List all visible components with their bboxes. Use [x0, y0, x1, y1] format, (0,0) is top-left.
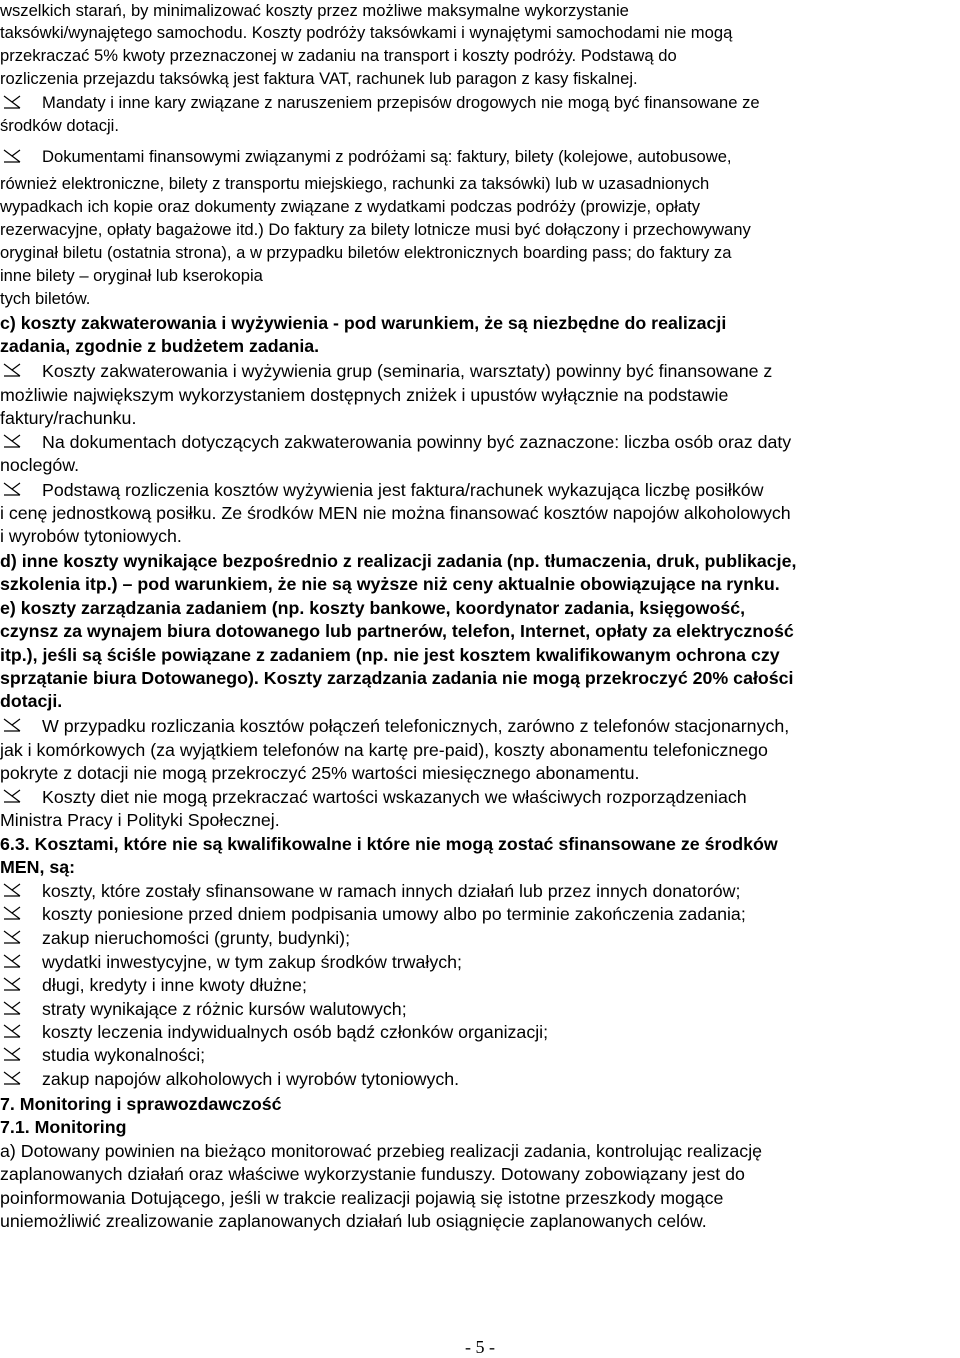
line-text: 6.3. Kosztami, które nie są kwalifikowalne i które nie mogą zostać sfinansowane ze środków	[0, 834, 778, 854]
line-text: 7. Monitoring i sprawozdawczość	[0, 1094, 282, 1114]
line-text: zadania, zgodnie z budżetem zadania.	[0, 336, 320, 356]
text-line	[0, 620, 794, 642]
line-text: W przypadku rozliczania kosztów połączeń telefonicznych, zarówno z telefonów stacjonarnych,	[42, 716, 790, 736]
bullet-item	[0, 360, 772, 382]
bullet-icon	[3, 479, 23, 501]
text-line	[0, 196, 700, 218]
text-line	[0, 833, 778, 855]
text-line	[0, 1140, 762, 1162]
line-text: oryginał biletu (ostatnia strona), a w przypadku biletów elektronicznych boarding pass; do faktury za	[0, 243, 732, 262]
text-line	[0, 68, 638, 90]
text-line	[0, 288, 90, 310]
line-text: i cenę jednostkową posiłku. Ze środków MEN nie można finansować kosztów napojów alkoholowych	[0, 503, 791, 523]
text-line	[0, 454, 79, 476]
line-text: jak i komórkowych (za wyjątkiem telefonów na kartę pre-paid), koszty abonamentu telefonicznego	[0, 740, 768, 760]
text-line	[0, 739, 768, 761]
text-line	[0, 407, 136, 429]
line-text: uniemożliwić zrealizowanie zaplanowanych działań lub osiągnięcie zaplanowanych celów.	[0, 1211, 707, 1231]
line-text: a) Dotowany powinien na bieżąco monitorować przebieg realizacji zadania, kontrolując realizację	[0, 1141, 763, 1161]
line-text: poinformowania Dotującego, jeśli w trakcie realizacji pojawią się istotne przeszkody mogące	[0, 1188, 724, 1208]
line-text: MEN, są:	[0, 857, 76, 877]
line-text: faktury/rachunku.	[0, 408, 137, 428]
bullet-item	[0, 927, 350, 949]
line-text: wszelkich starań, by minimalizować koszty przez możliwe maksymalne wykorzystanie	[0, 1, 629, 20]
text-line	[0, 384, 728, 406]
line-text: Podstawą rozliczenia kosztów wyżywienia jest faktura/rachunek wykazująca liczbę posiłków	[42, 480, 764, 500]
bullet-icon	[3, 1044, 23, 1066]
line-text: taksówki/wynajętego samochodu. Koszty podróży taksówkami i wynajętymi samochodami nie mogą	[0, 23, 733, 42]
bullet-icon	[3, 1021, 23, 1043]
line-text: studia wykonalności;	[42, 1045, 206, 1065]
line-text: 7.1. Monitoring	[0, 1117, 127, 1137]
bullet-icon	[3, 998, 23, 1020]
bullet-item	[0, 1044, 205, 1066]
text-line	[0, 525, 182, 547]
bullet-item	[0, 880, 740, 902]
text-line	[0, 219, 751, 241]
text-line	[0, 265, 263, 287]
text-line	[0, 667, 793, 689]
bullet-item	[0, 974, 307, 996]
line-text: koszty, które zostały sfinansowane w ramach innych działań lub przez innych donatorów;	[42, 881, 741, 901]
bullet-item	[0, 715, 789, 737]
text-line	[0, 809, 280, 831]
line-text: rezerwacyjne, opłaty bagażowe itd.) Do faktury za bilety lotnicze musi być dołączony i przechowywany	[0, 220, 751, 239]
bullet-icon	[3, 146, 23, 168]
line-text: również elektroniczne, bilety z transportu miejskiego, rachunki za taksówki) lub w uzasadnionych	[0, 174, 710, 193]
text-line	[0, 856, 75, 878]
line-text: koszty poniesione przed dniem podpisania umowy albo po terminie zakończenia zadania;	[42, 904, 746, 924]
line-text: koszty leczenia indywidualnych osób bądź członków organizacji;	[42, 1022, 549, 1042]
text-line	[0, 1093, 282, 1115]
text-line	[0, 502, 791, 524]
page-number: - 5 -	[465, 1337, 495, 1357]
line-text: szkolenia itp.) – pod warunkiem, że nie są wyższe niż ceny aktualnie obowiązujące na rynku.	[0, 574, 780, 594]
bullet-icon	[3, 974, 23, 996]
line-text: straty wynikające z różnic kursów walutowych;	[42, 999, 407, 1019]
line-text: e) koszty zarządzania zadaniem (np. koszty bankowe, koordynator zadania, księgowość,	[0, 598, 746, 618]
text-line	[0, 550, 796, 572]
line-text: i wyrobów tytoniowych.	[0, 526, 182, 546]
line-text: zakup nieruchomości (grunty, budynki);	[42, 928, 351, 948]
text-line	[0, 573, 780, 595]
line-text: Ministra Pracy i Polityki Społecznej.	[0, 810, 280, 830]
line-text: inne bilety – oryginał lub kserokopia	[0, 266, 263, 285]
bullet-icon	[3, 951, 23, 973]
bullet-item	[0, 1021, 548, 1043]
line-text: zaplanowanych działań oraz właściwe wykorzystanie funduszy. Dotowany zobowiązany jest do	[0, 1164, 745, 1184]
text-line	[0, 173, 709, 195]
line-text: tych biletów.	[0, 289, 91, 308]
line-text: rozliczenia przejazdu taksówką jest faktura VAT, rachunek lub paragon z kasy fiskalnej.	[0, 69, 638, 88]
text-line	[0, 1163, 745, 1185]
bullet-icon	[3, 1068, 23, 1090]
line-text: Na dokumentach dotyczących zakwaterowania powinny być zaznaczone: liczba osób oraz daty	[42, 432, 792, 452]
text-line	[0, 115, 119, 137]
bullet-icon	[3, 786, 23, 808]
bullet-icon	[3, 360, 23, 382]
line-text: d) inne koszty wynikające bezpośrednio z realizacji zadania (np. tłumaczenia, druk, publikacje,	[0, 551, 797, 571]
text-line	[0, 335, 319, 357]
line-text: noclegów.	[0, 455, 80, 475]
bullet-item	[0, 786, 747, 808]
text-line	[0, 597, 745, 619]
line-text: sprzątanie biura Dotowanego). Koszty zarządzania zadania nie mogą przekroczyć 20% całości	[0, 668, 794, 688]
bullet-item	[0, 998, 407, 1020]
line-text: przekraczać 5% kwoty przeznaczonej w zadaniu na transport i koszty podróży. Podstawą do	[0, 46, 677, 65]
line-text: możliwie największym wykorzystaniem dostępnych zniżek i upustów wyłącznie na podstawie	[0, 385, 729, 405]
line-text: wypadkach ich kopie oraz dokumenty związane z wydatkami podczas podróży (prowizje, opłaty	[0, 197, 701, 216]
line-text: Koszty diet nie mogą przekraczać wartości wskazanych we właściwych rozporządzeniach	[42, 787, 747, 807]
line-text: Koszty zakwaterowania i wyżywienia grup (seminaria, warsztaty) powinny być finansowane z	[42, 361, 773, 381]
text-line	[0, 1116, 126, 1138]
line-text: c) koszty zakwaterowania i wyżywienia - pod warunkiem, że są niezbędne do realizacji	[0, 313, 727, 333]
bullet-icon	[3, 431, 23, 453]
bullet-icon	[3, 92, 23, 114]
text-line	[0, 242, 731, 264]
bullet-item	[0, 1068, 459, 1090]
line-text: środków dotacji.	[0, 116, 119, 135]
line-text: Mandaty i inne kary związane z naruszeniem przepisów drogowych nie mogą być finansowane ze	[42, 93, 760, 112]
line-text: wydatki inwestycyjne, w tym zakup środków trwałych;	[42, 952, 462, 972]
line-text: Dokumentami finansowymi związanymi z podróżami są: faktury, bilety (kolejowe, autobusowe,	[42, 147, 732, 166]
text-line	[0, 1210, 707, 1232]
line-text: czynsz za wynajem biura dotowanego lub partnerów, telefon, Internet, opłaty za elektryczność	[0, 621, 794, 641]
line-text: itp.), jeśli są ściśle powiązane z zadaniem (np. nie jest kosztem kwalifikowanym ochrona czy	[0, 645, 780, 665]
text-line	[0, 690, 62, 712]
text-line	[0, 0, 629, 22]
text-line	[0, 312, 726, 334]
line-text: pokryte z dotacji nie mogą przekroczyć 25% wartości miesięcznego abonamentu.	[0, 763, 640, 783]
text-line	[0, 762, 639, 784]
text-line	[0, 644, 780, 666]
bullet-icon	[3, 880, 23, 902]
bullet-item	[0, 479, 763, 501]
bullet-icon	[3, 715, 23, 737]
text-line	[0, 22, 732, 44]
bullet-icon	[3, 927, 23, 949]
bullet-item	[0, 903, 746, 925]
bullet-item	[0, 951, 462, 973]
line-text: dotacji.	[0, 691, 63, 711]
bullet-item	[0, 431, 791, 453]
text-line	[0, 1187, 723, 1209]
text-line	[0, 45, 677, 67]
bullet-icon	[3, 903, 23, 925]
line-text: zakup napojów alkoholowych i wyrobów tytoniowych.	[42, 1069, 460, 1089]
bullet-item	[0, 92, 760, 114]
line-text: długi, kredyty i inne kwoty dłużne;	[42, 975, 307, 995]
bullet-item	[0, 146, 732, 168]
